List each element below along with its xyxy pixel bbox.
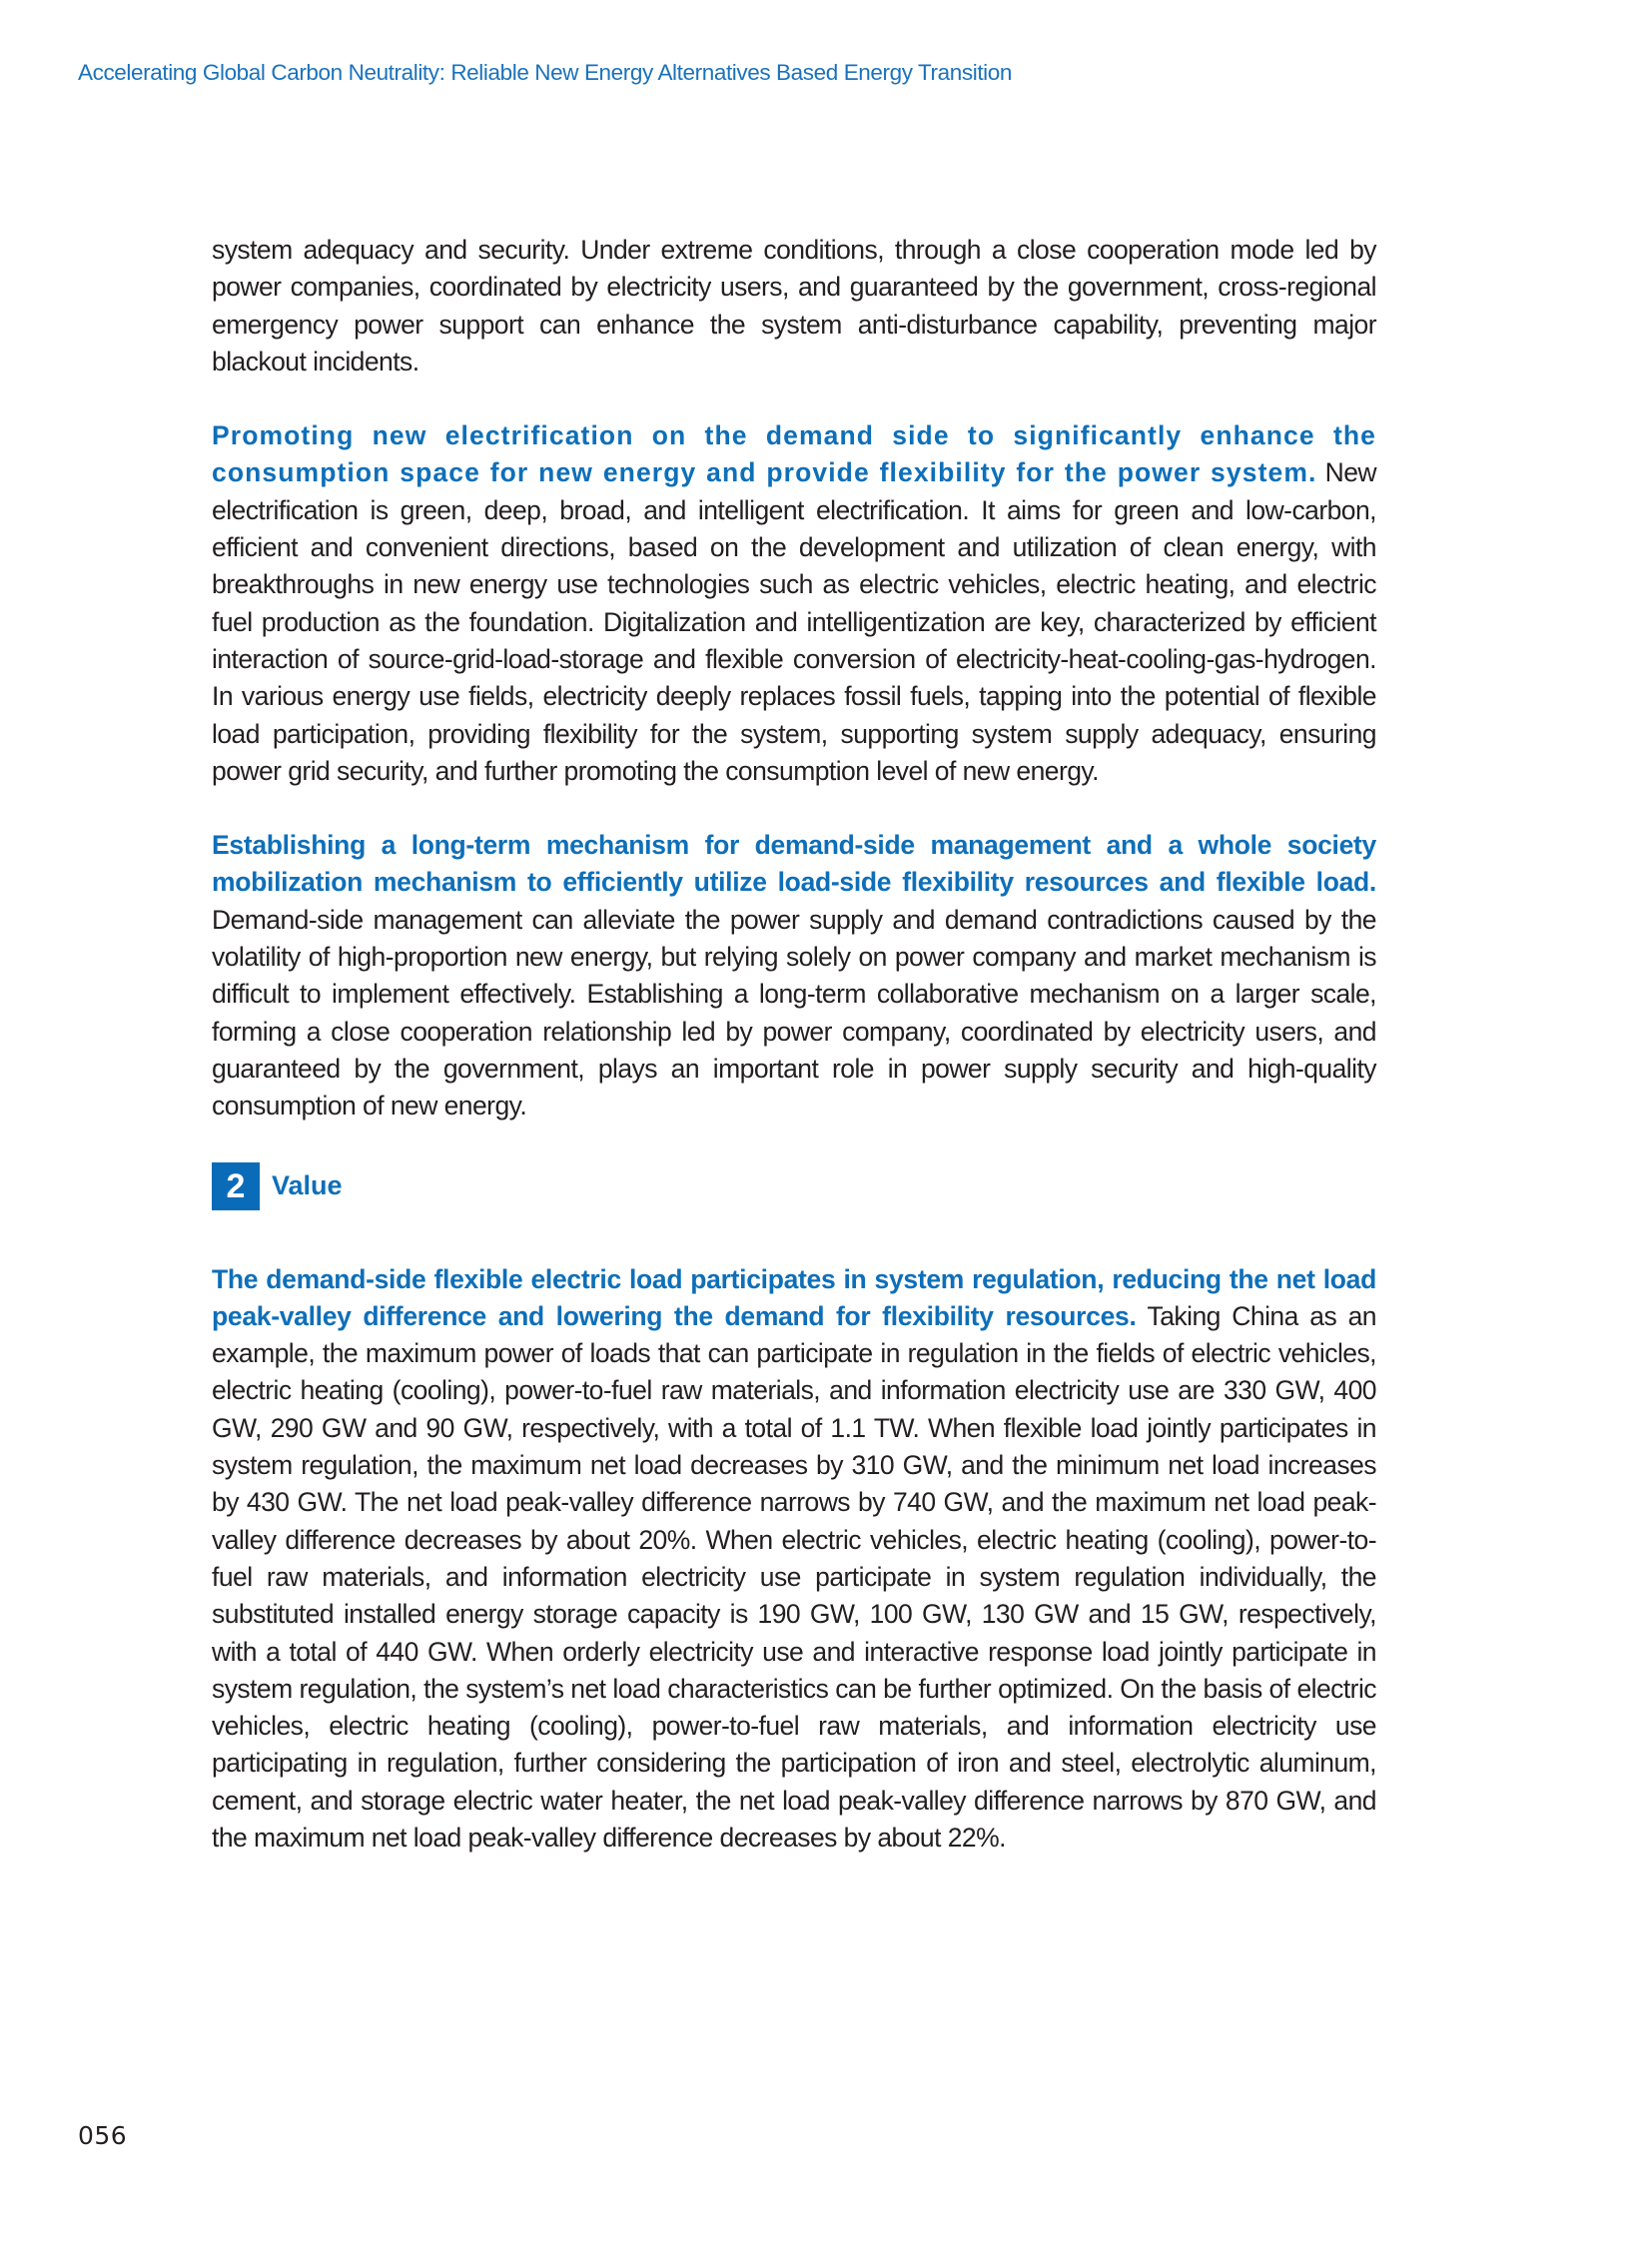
paragraph-text: Demand-side management can alleviate the power supply and demand contradictions caused by the volatility of high-proportion new energy, but relying solely on power company and market mechanism is difficult to implement effectively. Establishing a long-term collaborative mechanism on a larger scale, forming a close cooperation relationship led by power company, coordinated by electricity users, and guaranteed by the government, plays an important role in power supply security and high-quality consumption of new energy.: [212, 904, 1376, 1121]
paragraph-lead-heading: The demand-side flexible electric load participates in system regulation, reducing the net load peak-valley difference and lowering the demand for flexibility resources.: [212, 1263, 1376, 1331]
paragraph-demand-side-management: [212, 827, 1376, 1124]
section-number-badge: 2: [212, 1162, 260, 1210]
paragraph-new-electrification: [212, 417, 1376, 790]
paragraph-continuation: [212, 232, 1376, 380]
document-body: [212, 232, 1376, 1893]
running-header-title: Accelerating Global Carbon Neutrality: Reliable New Energy Alternatives Based Energy Transition: [78, 60, 1012, 85]
paragraph-lead-heading: Promoting new electrification on the demand side to significantly enhance the consumption space for new energy and provide flexibility for the power system.: [212, 420, 1376, 488]
paragraph-text: system adequacy and security. Under extreme conditions, through a close cooperation mode led by power companies, coordinated by electricity users, and guaranteed by the government, cross-regional emergency power support can enhance the system anti-disturbance capability, preventing major blackout incidents.: [212, 235, 1376, 376]
section-title: Value: [272, 1170, 343, 1201]
paragraph-text: New electrification is green, deep, broad, and intelligent electrification. It aims for green and low-carbon, efficient and convenient directions, based on the development and utilization of clean energy, with breakthroughs in new energy use technologies such as electric vehicles, electric heating, and electric fuel production as the foundation. Digitalization and intelligentization are key, characterized by efficient interaction of source-grid-load-storage and flexible conversion of electricity-heat-cooling-gas-hydrogen. In various energy use fields, electricity deeply replaces fossil fuels, tapping into the potential of flexible load participation, providing flexibility for the system, supporting system supply adequacy, ensuring power grid security, and further promoting the consumption level of new energy.: [212, 457, 1376, 786]
page-number: 056: [78, 2121, 128, 2150]
section-heading: [212, 1162, 1376, 1210]
paragraph-flexible-load-value: [212, 1261, 1376, 1858]
paragraph-text: Taking China as an example, the maximum power of loads that can participate in regulation in the fields of electric vehicles, electric heating (cooling), power-to-fuel raw materials, and information electricity use are 330 GW, 400 GW, 290 GW and 90 GW, respectively, with a total of 1.1 TW. When flexible load jointly participates in system regulation, the maximum net load decreases by 310 GW, and the minimum net load increases by 430 GW. The net load peak-valley difference narrows by 740 GW, and the maximum net load peak-valley difference decreases by about 20%. When electric vehicles, electric heating (cooling), power-to-fuel raw materials, and information electricity use participate in system regulation individually, the substituted installed energy storage capacity is 190 GW, 100 GW, 130 GW and 15 GW, respectively, with a total of 440 GW. When orderly electricity use and interactive response load jointly participate in system regulation, the system’s net load characteristics can be further optimized. On the basis of electric vehicles, electric heating (cooling), power-to-fuel raw materials, and information electricity use participating in regulation, further considering the participation of iron and steel, electrolytic aluminum, cement, and storage electric water heater, the net load peak-valley difference narrows by 870 GW, and the maximum net load peak-valley difference decreases by about 22%.: [212, 1300, 1376, 1853]
paragraph-lead-heading: Establishing a long-term mechanism for demand-side management and a whole society mobilization mechanism to efficiently utilize load-side flexibility resources and flexible load.: [212, 830, 1376, 898]
